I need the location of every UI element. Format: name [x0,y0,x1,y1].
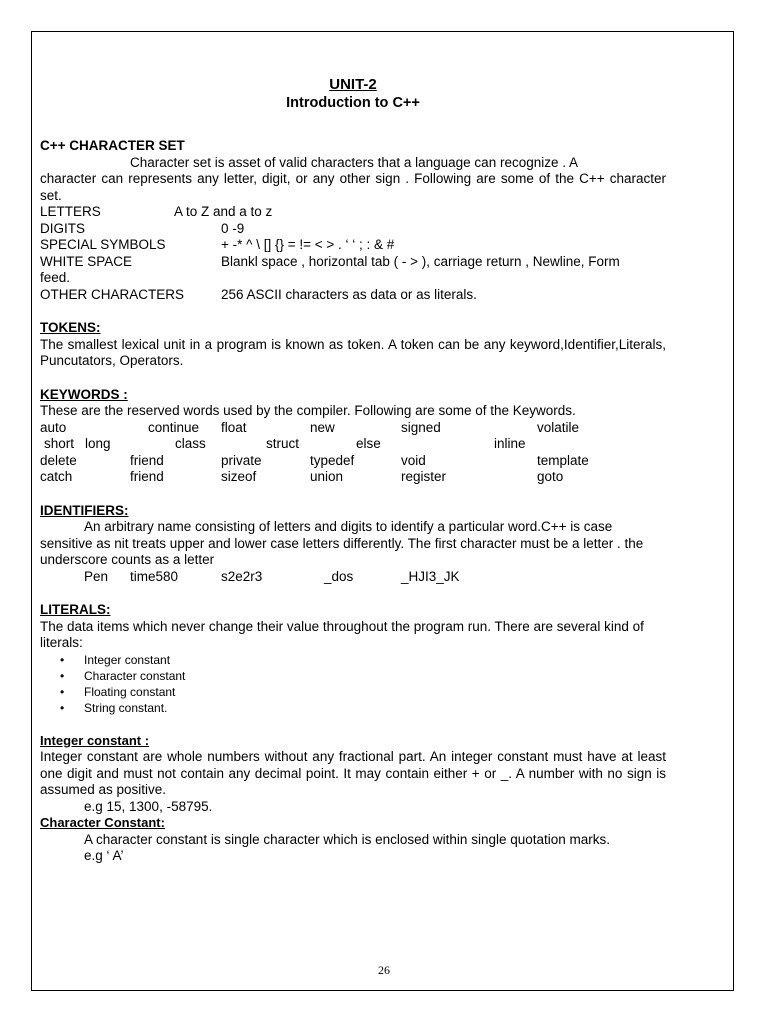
tokens-paragraph: The smallest lexical unit in a program is known as token. A token can be any keyword,Identifier,Literals, Puncutators, Operators. [40,336,666,368]
keywords-intro: These are the reserved words used by the compiler. Following are some of the Keywords. [40,403,576,418]
list-item: • Integer constant [60,652,666,668]
identifiers-examples: Pen time580 s2e2r3 _dos _HJI3_JK [84,568,460,584]
document-body [40,44,666,865]
integer-constant-heading: Integer constant : [40,732,150,748]
charset-paragraph: Character set is asset of valid characters that a language can recognize . A character can represents any letter, digit, or any other sign . Following are some of the C++ character set. [40,154,666,203]
charset-row: OTHER CHARACTERS 256 ASCII characters as data or as literals. [40,286,477,302]
literals-heading: LITERALS: [40,602,111,617]
charset-row: feed. [40,270,71,285]
charset-table [40,204,666,303]
page-subtitle: Introduction to C++ [286,95,420,111]
character-constant-paragraph: A character constant is single character which is enclosed within single quotation marks. [84,831,611,847]
integer-constant-paragraph: Integer constant are whole numbers without any fractional part. An integer constant must have at least one digit and must not contain any decimal point. It may contain either + or _. A number with no sign is assumed as positive. [40,749,666,797]
literals-paragraph: The data items which never change their value throughout the program run. There are several kind of literals: [40,618,644,650]
integer-constant-example: e.g 15, 1300, -58795. [84,798,213,814]
keywords-heading: KEYWORDS : [40,386,128,402]
identifiers-paragraph: An arbitrary name consisting of letters and digits to identify a particular word.C++ is case sensitive as nit treats upper and lower case letters differently. The first character must be a letter . the underscore counts as a letter [40,519,644,567]
character-constant-heading: Character Constant: [40,815,165,830]
tokens-heading: TOKENS: [40,320,101,335]
charset-row: SPECIAL SYMBOLS + -* ^ \ [] {} = != < > . ‘ ‘ ; : & # [40,237,395,252]
literals-list [40,652,666,716]
keywords-row: short long class struct else inline [44,436,526,451]
list-item: • Character constant [60,668,666,684]
charset-heading: C++ CHARACTER SET [40,138,185,153]
identifiers-heading: IDENTIFIERS: [40,502,129,518]
page-number: 26 [378,963,390,977]
keywords-row: delete friend private typedef void template [40,452,589,468]
list-item: • String constant. [60,700,666,716]
list-item: • Floating constant [60,684,666,700]
keywords-row: auto continue float new signed volatile [40,419,580,435]
keywords-row: catch friend sizeof union register goto [40,469,564,484]
charset-row: LETTERS A to Z and a to z [40,204,273,219]
charset-row: DIGITS 0 -9 [40,220,245,236]
page-title: UNIT-2 [329,76,377,93]
charset-row: WHITE SPACE Blankl space , horizontal tab ( - > ), carriage return , Newline, Form [40,253,620,269]
character-constant-example: e.g ‘ A’ [84,848,124,863]
